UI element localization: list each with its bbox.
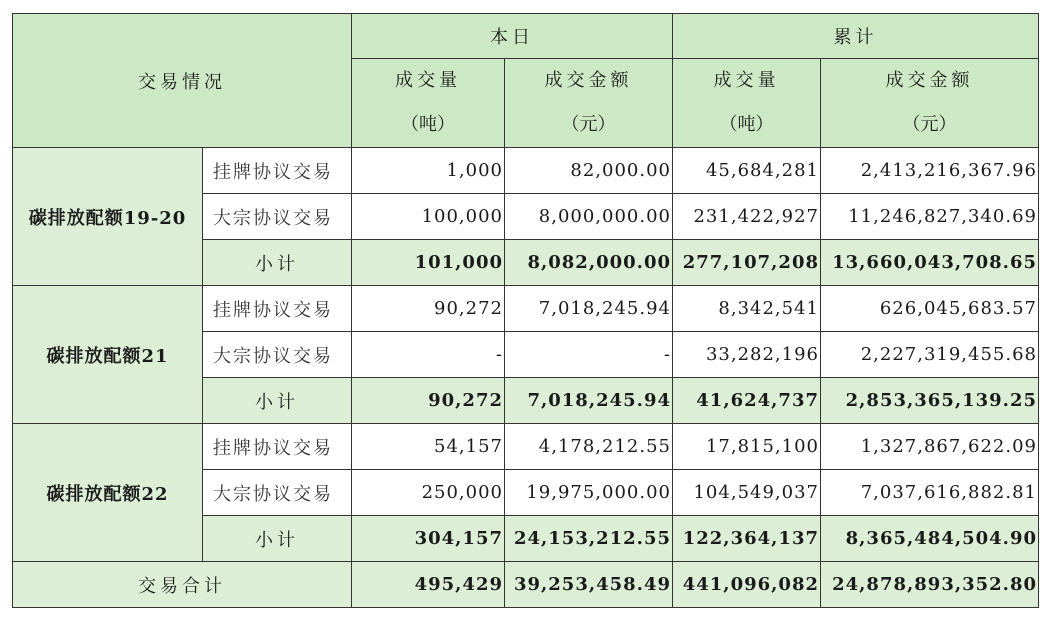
total-cumulative-volume-cell: 441,096,082 [673,562,821,608]
cumulative-volume-cell: 8,342,541 [673,286,821,332]
cumulative-volume-cell: 17,815,100 [673,424,821,470]
trading-summary-table-container [12,13,1039,608]
trade-type-cell: 挂牌协议交易 [203,286,352,332]
trade-type-cell: 大宗协议交易 [203,332,352,378]
subtotal-cumulative-volume-cell: 277,107,208 [673,240,821,286]
trade-type-cell: 大宗协议交易 [203,470,352,516]
group-name-cell: 碳排放配额21 [13,286,203,424]
header-unit-ton: （吨） [719,114,774,135]
header-transaction-situation: 交易情况 [13,14,352,148]
subtotal-cumulative-volume-cell: 122,364,137 [673,516,821,562]
subtotal-label-cell: 小计 [203,378,352,424]
total-row [13,562,1039,608]
header-volume-label: 成交量 [713,70,780,91]
cumulative-amount-cell: 2,227,319,455.68 [821,332,1039,378]
subtotal-today-amount-cell: 7,018,245.94 [505,378,673,424]
header-row-periods [13,14,1039,59]
header-cumulative-volume [673,59,821,148]
cumulative-amount-cell: 626,045,683.57 [821,286,1039,332]
header-unit-yuan: （元） [561,114,616,135]
group-name-cell: 碳排放配额19-20 [13,148,203,286]
subtotal-today-volume-cell: 90,272 [352,378,505,424]
cumulative-volume-cell: 45,684,281 [673,148,821,194]
subtotal-today-volume-cell: 304,157 [352,516,505,562]
subtotal-cumulative-amount-cell: 13,660,043,708.65 [821,240,1039,286]
subtotal-today-amount-cell: 24,153,212.55 [505,516,673,562]
today-amount-cell: 7,018,245.94 [505,286,673,332]
cumulative-amount-cell: 7,037,616,882.81 [821,470,1039,516]
table-row [13,424,1039,470]
today-volume-cell: 250,000 [352,470,505,516]
today-amount-cell: 4,178,212.55 [505,424,673,470]
header-unit-ton: （吨） [401,114,455,135]
subtotal-today-amount-cell: 8,082,000.00 [505,240,673,286]
header-volume-label: 成交量 [395,70,461,91]
trading-summary-table [12,13,1039,608]
total-label-cell: 交易合计 [13,562,352,608]
subtotal-label-cell: 小计 [203,516,352,562]
today-volume-cell: 54,157 [352,424,505,470]
today-volume-cell: 100,000 [352,194,505,240]
cumulative-volume-cell: 231,422,927 [673,194,821,240]
today-amount-cell: 82,000.00 [505,148,673,194]
table-row [13,148,1039,194]
header-amount-label: 成交金额 [885,70,974,91]
cumulative-amount-cell: 2,413,216,367.96 [821,148,1039,194]
cumulative-volume-cell: 104,549,037 [673,470,821,516]
header-today: 本日 [352,14,673,59]
total-today-volume-cell: 495,429 [352,562,505,608]
today-volume-cell: 90,272 [352,286,505,332]
trade-type-cell: 挂牌协议交易 [203,424,352,470]
today-amount-cell: 19,975,000.00 [505,470,673,516]
header-amount-label: 成交金额 [544,70,633,91]
group-name-cell: 碳排放配额22 [13,424,203,562]
subtotal-label-cell: 小计 [203,240,352,286]
today-amount-cell: 8,000,000.00 [505,194,673,240]
table-row [13,286,1039,332]
cumulative-volume-cell: 33,282,196 [673,332,821,378]
trade-type-cell: 大宗协议交易 [203,194,352,240]
header-today-amount [505,59,673,148]
subtotal-cumulative-volume-cell: 41,624,737 [673,378,821,424]
today-volume-cell: 1,000 [352,148,505,194]
subtotal-cumulative-amount-cell: 2,853,365,139.25 [821,378,1039,424]
today-volume-cell: - [352,332,505,378]
header-unit-yuan: （元） [902,114,957,135]
header-today-volume [352,59,505,148]
total-cumulative-amount-cell: 24,878,893,352.80 [821,562,1039,608]
cumulative-amount-cell: 11,246,827,340.69 [821,194,1039,240]
subtotal-today-volume-cell: 101,000 [352,240,505,286]
header-cumulative-amount [821,59,1039,148]
total-today-amount-cell: 39,253,458.49 [505,562,673,608]
trade-type-cell: 挂牌协议交易 [203,148,352,194]
subtotal-cumulative-amount-cell: 8,365,484,504.90 [821,516,1039,562]
cumulative-amount-cell: 1,327,867,622.09 [821,424,1039,470]
header-cumulative: 累计 [673,14,1039,59]
today-amount-cell: - [505,332,673,378]
